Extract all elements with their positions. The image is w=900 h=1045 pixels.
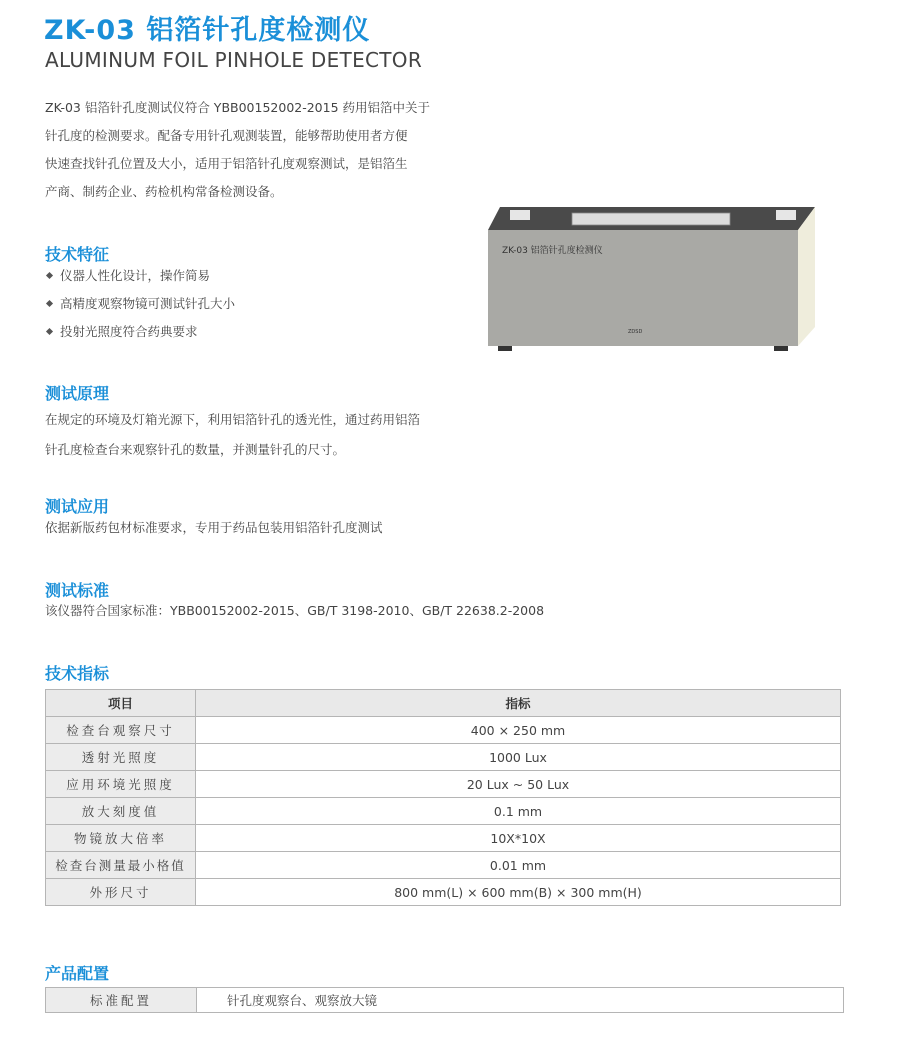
principle-heading: 测试原理 — [45, 384, 110, 403]
specs-heading: 技术指标 — [45, 664, 110, 683]
bullet-icon — [46, 328, 53, 335]
page-title: ZK-03 铝箔针孔度检测仪 — [44, 15, 371, 46]
table-row — [46, 988, 844, 1013]
col-header-item: 项目 — [46, 690, 196, 717]
intro-line: 针孔度的检测要求。配备专用针孔观测装置，能够帮助使用者方便 — [45, 128, 408, 143]
config-table — [45, 987, 844, 1013]
bullet-icon — [46, 272, 53, 279]
specs-table — [45, 689, 841, 906]
table-row — [46, 798, 841, 825]
bullet-icon — [46, 300, 53, 307]
config-key: 标准配置 — [46, 988, 197, 1013]
feature-item — [45, 322, 235, 350]
intro-line: ZK-03 铝箔针孔度测试仪符合 YBB00152002-2015 药用铝箔中关于 — [45, 100, 431, 115]
spec-key: 检查台测量最小格值 — [46, 852, 196, 879]
config-value: 针孔度观察台、观察放大镜 — [197, 988, 844, 1013]
device-logo: ZDSD — [628, 329, 643, 335]
table-row — [46, 825, 841, 852]
spec-key: 检查台观察尺寸 — [46, 717, 196, 744]
features-list — [45, 266, 235, 350]
application-heading: 测试应用 — [45, 497, 110, 516]
page-subtitle: ALUMINUM FOIL PINHOLE DETECTOR — [45, 48, 423, 72]
table-row — [46, 771, 841, 798]
device-side-body — [798, 207, 815, 346]
device-label: ZK-03 铝箔针孔度检测仪 — [502, 246, 603, 256]
table-row — [46, 852, 841, 879]
device-eyepiece-left — [510, 210, 530, 220]
feature-text: 投射光照度符合药典要求 — [60, 324, 198, 339]
principle-line: 针孔度检查台来观察针孔的数量，并测量针孔的尺寸。 — [45, 442, 346, 457]
intro-paragraph — [45, 94, 465, 206]
device-light-window — [572, 213, 730, 225]
spec-value: 1000 Lux — [196, 744, 841, 771]
spec-value: 0.1 mm — [196, 798, 841, 825]
intro-line: 产商、制药企业、药检机构常备检测设备。 — [45, 184, 283, 199]
spec-value: 20 Lux ~ 50 Lux — [196, 771, 841, 798]
spec-value: 0.01 mm — [196, 852, 841, 879]
feature-item — [45, 266, 235, 294]
table-row — [46, 744, 841, 771]
features-heading: 技术特征 — [45, 245, 110, 264]
intro-line: 快速查找针孔位置及大小，适用于铝箔针孔度观察测试，是铝箔生 — [45, 156, 408, 171]
spec-key: 放大刻度值 — [46, 798, 196, 825]
config-heading: 产品配置 — [45, 964, 110, 983]
standard-text: 该仪器符合国家标准：YBB00152002-2015、GB/T 3198-2010、GB/T 22638.2-2008 — [45, 603, 545, 618]
spec-value: 400 × 250 mm — [196, 717, 841, 744]
principle-text — [45, 405, 495, 465]
spec-key: 透射光照度 — [46, 744, 196, 771]
device-eyepiece-right — [776, 210, 796, 220]
spec-key: 外形尺寸 — [46, 879, 196, 906]
spec-key: 物镜放大倍率 — [46, 825, 196, 852]
spec-value: 10X*10X — [196, 825, 841, 852]
feature-text: 仪器人性化设计，操作简易 — [60, 268, 211, 283]
feature-text: 高精度观察物镜可测试针孔大小 — [60, 296, 236, 311]
table-header-row — [46, 690, 841, 717]
device-foot-right — [774, 346, 788, 351]
feature-item — [45, 294, 235, 322]
standard-heading: 测试标准 — [45, 581, 110, 600]
spec-key: 应用环境光照度 — [46, 771, 196, 798]
table-row — [46, 879, 841, 906]
application-text: 依据新版药包材标准要求，专用于药品包装用铝箔针孔度测试 — [45, 520, 383, 535]
device-illustration — [480, 205, 825, 355]
principle-line: 在规定的环境及灯箱光源下，利用铝箔针孔的透光性，通过药用铝箔 — [45, 412, 421, 427]
table-row — [46, 717, 841, 744]
device-foot-left — [498, 346, 512, 351]
col-header-value: 指标 — [196, 690, 841, 717]
spec-value: 800 mm(L) × 600 mm(B) × 300 mm(H) — [196, 879, 841, 906]
